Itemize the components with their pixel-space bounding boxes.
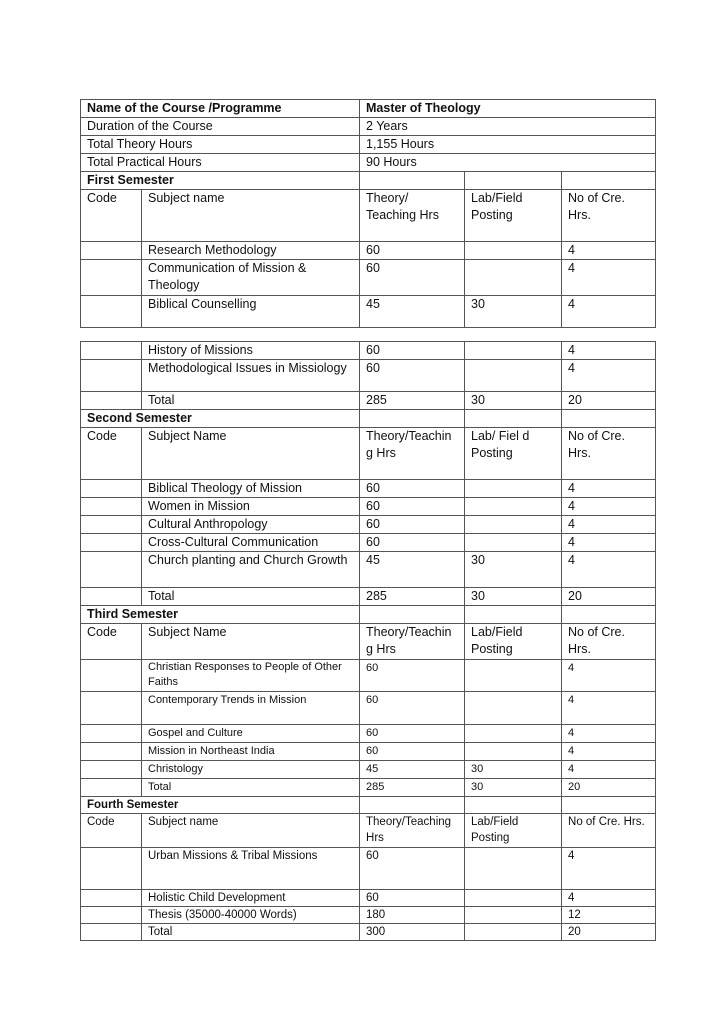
total-lab: 30 xyxy=(465,779,562,797)
theory-cell: 60 xyxy=(360,260,465,296)
theory-cell: 45 xyxy=(360,761,465,779)
total-row xyxy=(81,779,656,797)
total-credits: 20 xyxy=(562,924,656,941)
total-credits: 20 xyxy=(562,588,656,606)
credits-header: No of Cre. Hrs. xyxy=(562,624,656,660)
subject-cell: Holistic Child Development xyxy=(142,890,360,907)
credits-cell: 4 xyxy=(562,552,656,588)
subject-cell: Methodological Issues in Missiology xyxy=(142,360,360,392)
table-row xyxy=(81,725,656,743)
credits-cell: 4 xyxy=(562,692,656,725)
theory-header: Theory/Teachin g Hrs xyxy=(360,624,465,660)
total-credits: 20 xyxy=(562,392,656,410)
lab-header: Lab/Field Posting xyxy=(465,624,562,660)
course-table-part-3 xyxy=(80,796,656,941)
semester-title-row xyxy=(81,172,656,190)
theory-cell: 60 xyxy=(360,660,465,692)
theory-cell: 180 xyxy=(360,907,465,924)
lab-cell xyxy=(465,660,562,692)
course-name-label: Name of the Course /Programme xyxy=(81,100,360,118)
total-label: Total xyxy=(142,779,360,797)
table-row xyxy=(81,848,656,890)
theory-cell: 60 xyxy=(360,890,465,907)
lab-cell xyxy=(465,725,562,743)
theory-cell: 60 xyxy=(360,360,465,392)
subject-cell: Cultural Anthropology xyxy=(142,516,360,534)
credits-cell: 12 xyxy=(562,907,656,924)
semester-title-row xyxy=(81,410,656,428)
credits-cell: 4 xyxy=(562,342,656,360)
lab-cell xyxy=(465,516,562,534)
subject-cell: Christian Responses to People of Other Faiths xyxy=(142,660,360,692)
total-label: Total xyxy=(142,392,360,410)
table-row xyxy=(81,242,656,260)
lab-header: Lab/ Fiel d Posting xyxy=(465,428,562,480)
credits-cell: 4 xyxy=(562,498,656,516)
total-lab: 30 xyxy=(465,588,562,606)
table-row xyxy=(81,360,656,392)
total-row xyxy=(81,588,656,606)
subject-cell: History of Missions xyxy=(142,342,360,360)
lab-cell xyxy=(465,360,562,392)
lab-cell xyxy=(465,907,562,924)
theory-cell: 60 xyxy=(360,498,465,516)
duration-value: 2 Years xyxy=(360,118,656,136)
subject-cell: Research Methodology xyxy=(142,242,360,260)
subject-header: Subject Name xyxy=(142,624,360,660)
credits-cell: 4 xyxy=(562,660,656,692)
table-row xyxy=(81,660,656,692)
table-row xyxy=(81,260,656,296)
credits-cell: 4 xyxy=(562,725,656,743)
lab-cell xyxy=(465,534,562,552)
total-theory: 285 xyxy=(360,779,465,797)
total-label: Total xyxy=(142,924,360,941)
practical-hours-row xyxy=(81,154,656,172)
lab-cell xyxy=(465,342,562,360)
lab-cell: 30 xyxy=(465,552,562,588)
table-row xyxy=(81,743,656,761)
subject-header: Subject name xyxy=(142,190,360,242)
table-row xyxy=(81,516,656,534)
theory-header: Theory/Teaching Hrs xyxy=(360,814,465,848)
lab-cell: 30 xyxy=(465,761,562,779)
table-row xyxy=(81,296,656,328)
course-table-part-2 xyxy=(80,341,656,797)
total-row xyxy=(81,924,656,941)
subject-cell: Thesis (35000-40000 Words) xyxy=(142,907,360,924)
theory-cell: 60 xyxy=(360,516,465,534)
subject-cell: Cross-Cultural Communication xyxy=(142,534,360,552)
theory-cell: 60 xyxy=(360,534,465,552)
semester-title-row xyxy=(81,606,656,624)
theory-cell: 45 xyxy=(360,552,465,588)
table-row xyxy=(81,907,656,924)
subject-cell: Biblical Theology of Mission xyxy=(142,480,360,498)
theory-cell: 60 xyxy=(360,692,465,725)
total-lab xyxy=(465,924,562,941)
subject-cell: Mission in Northeast India xyxy=(142,743,360,761)
total-row xyxy=(81,392,656,410)
credits-cell: 4 xyxy=(562,360,656,392)
credits-header: No of Cre. Hrs. xyxy=(562,814,656,848)
table-row xyxy=(81,480,656,498)
course-name-value: Master of Theology xyxy=(360,100,656,118)
credits-cell: 4 xyxy=(562,743,656,761)
credits-cell: 4 xyxy=(562,296,656,328)
subject-cell: Gospel and Culture xyxy=(142,725,360,743)
theory-hours-row xyxy=(81,136,656,154)
theory-cell: 60 xyxy=(360,725,465,743)
total-theory: 285 xyxy=(360,392,465,410)
lab-cell xyxy=(465,498,562,516)
theory-cell: 45 xyxy=(360,296,465,328)
table-row xyxy=(81,761,656,779)
lab-cell xyxy=(465,480,562,498)
theory-cell: 60 xyxy=(360,480,465,498)
credits-cell: 4 xyxy=(562,534,656,552)
semester-title-row xyxy=(81,797,656,814)
lab-cell xyxy=(465,890,562,907)
table-row xyxy=(81,498,656,516)
total-theory: 300 xyxy=(360,924,465,941)
duration-row xyxy=(81,118,656,136)
lab-cell xyxy=(465,242,562,260)
column-header-row xyxy=(81,428,656,480)
theory-cell: 60 xyxy=(360,743,465,761)
credits-cell: 4 xyxy=(562,516,656,534)
theory-cell: 60 xyxy=(360,242,465,260)
subject-cell: Communication of Mission & Theology xyxy=(142,260,360,296)
credits-header: No of Cre. Hrs. xyxy=(562,428,656,480)
credits-cell: 4 xyxy=(562,890,656,907)
total-lab: 30 xyxy=(465,392,562,410)
subject-cell: Christology xyxy=(142,761,360,779)
theory-cell: 60 xyxy=(360,342,465,360)
code-header: Code xyxy=(81,190,142,242)
table-row xyxy=(81,890,656,907)
lab-header: Lab/Field Posting xyxy=(465,190,562,242)
lab-cell xyxy=(465,260,562,296)
credits-header: No of Cre. Hrs. xyxy=(562,190,656,242)
subject-header: Subject Name xyxy=(142,428,360,480)
practical-hours-label: Total Practical Hours xyxy=(81,154,360,172)
theory-hours-value: 1,155 Hours xyxy=(360,136,656,154)
semester-title: Second Semester xyxy=(81,410,360,428)
credits-cell: 4 xyxy=(562,242,656,260)
subject-cell: Biblical Counselling xyxy=(142,296,360,328)
subject-cell: Contemporary Trends in Mission xyxy=(142,692,360,725)
semester-title: First Semester xyxy=(81,172,360,190)
theory-header: Theory/Teachin g Hrs xyxy=(360,428,465,480)
total-label: Total xyxy=(142,588,360,606)
semester-title: Third Semester xyxy=(81,606,360,624)
code-header: Code xyxy=(81,428,142,480)
code-header: Code xyxy=(81,814,142,848)
column-header-row xyxy=(81,190,656,242)
credits-cell: 4 xyxy=(562,761,656,779)
credits-cell: 4 xyxy=(562,480,656,498)
column-header-row xyxy=(81,624,656,660)
total-theory: 285 xyxy=(360,588,465,606)
credits-cell: 4 xyxy=(562,260,656,296)
subject-cell: Urban Missions & Tribal Missions xyxy=(142,848,360,890)
table-row xyxy=(81,552,656,588)
lab-cell: 30 xyxy=(465,296,562,328)
table-row xyxy=(81,534,656,552)
lab-cell xyxy=(465,692,562,725)
credits-cell: 4 xyxy=(562,848,656,890)
total-credits: 20 xyxy=(562,779,656,797)
code-header: Code xyxy=(81,624,142,660)
column-header-row xyxy=(81,814,656,848)
semester-title: Fourth Semester xyxy=(81,797,360,814)
course-table-part-1 xyxy=(80,99,656,328)
lab-cell xyxy=(465,848,562,890)
course-name-row xyxy=(81,100,656,118)
subject-cell: Women in Mission xyxy=(142,498,360,516)
theory-header: Theory/ Teaching Hrs xyxy=(360,190,465,242)
theory-hours-label: Total Theory Hours xyxy=(81,136,360,154)
theory-cell: 60 xyxy=(360,848,465,890)
practical-hours-value: 90 Hours xyxy=(360,154,656,172)
lab-header: Lab/Field Posting xyxy=(465,814,562,848)
lab-cell xyxy=(465,743,562,761)
duration-label: Duration of the Course xyxy=(81,118,360,136)
subject-cell: Church planting and Church Growth xyxy=(142,552,360,588)
table-row xyxy=(81,342,656,360)
table-row xyxy=(81,692,656,725)
subject-header: Subject name xyxy=(142,814,360,848)
